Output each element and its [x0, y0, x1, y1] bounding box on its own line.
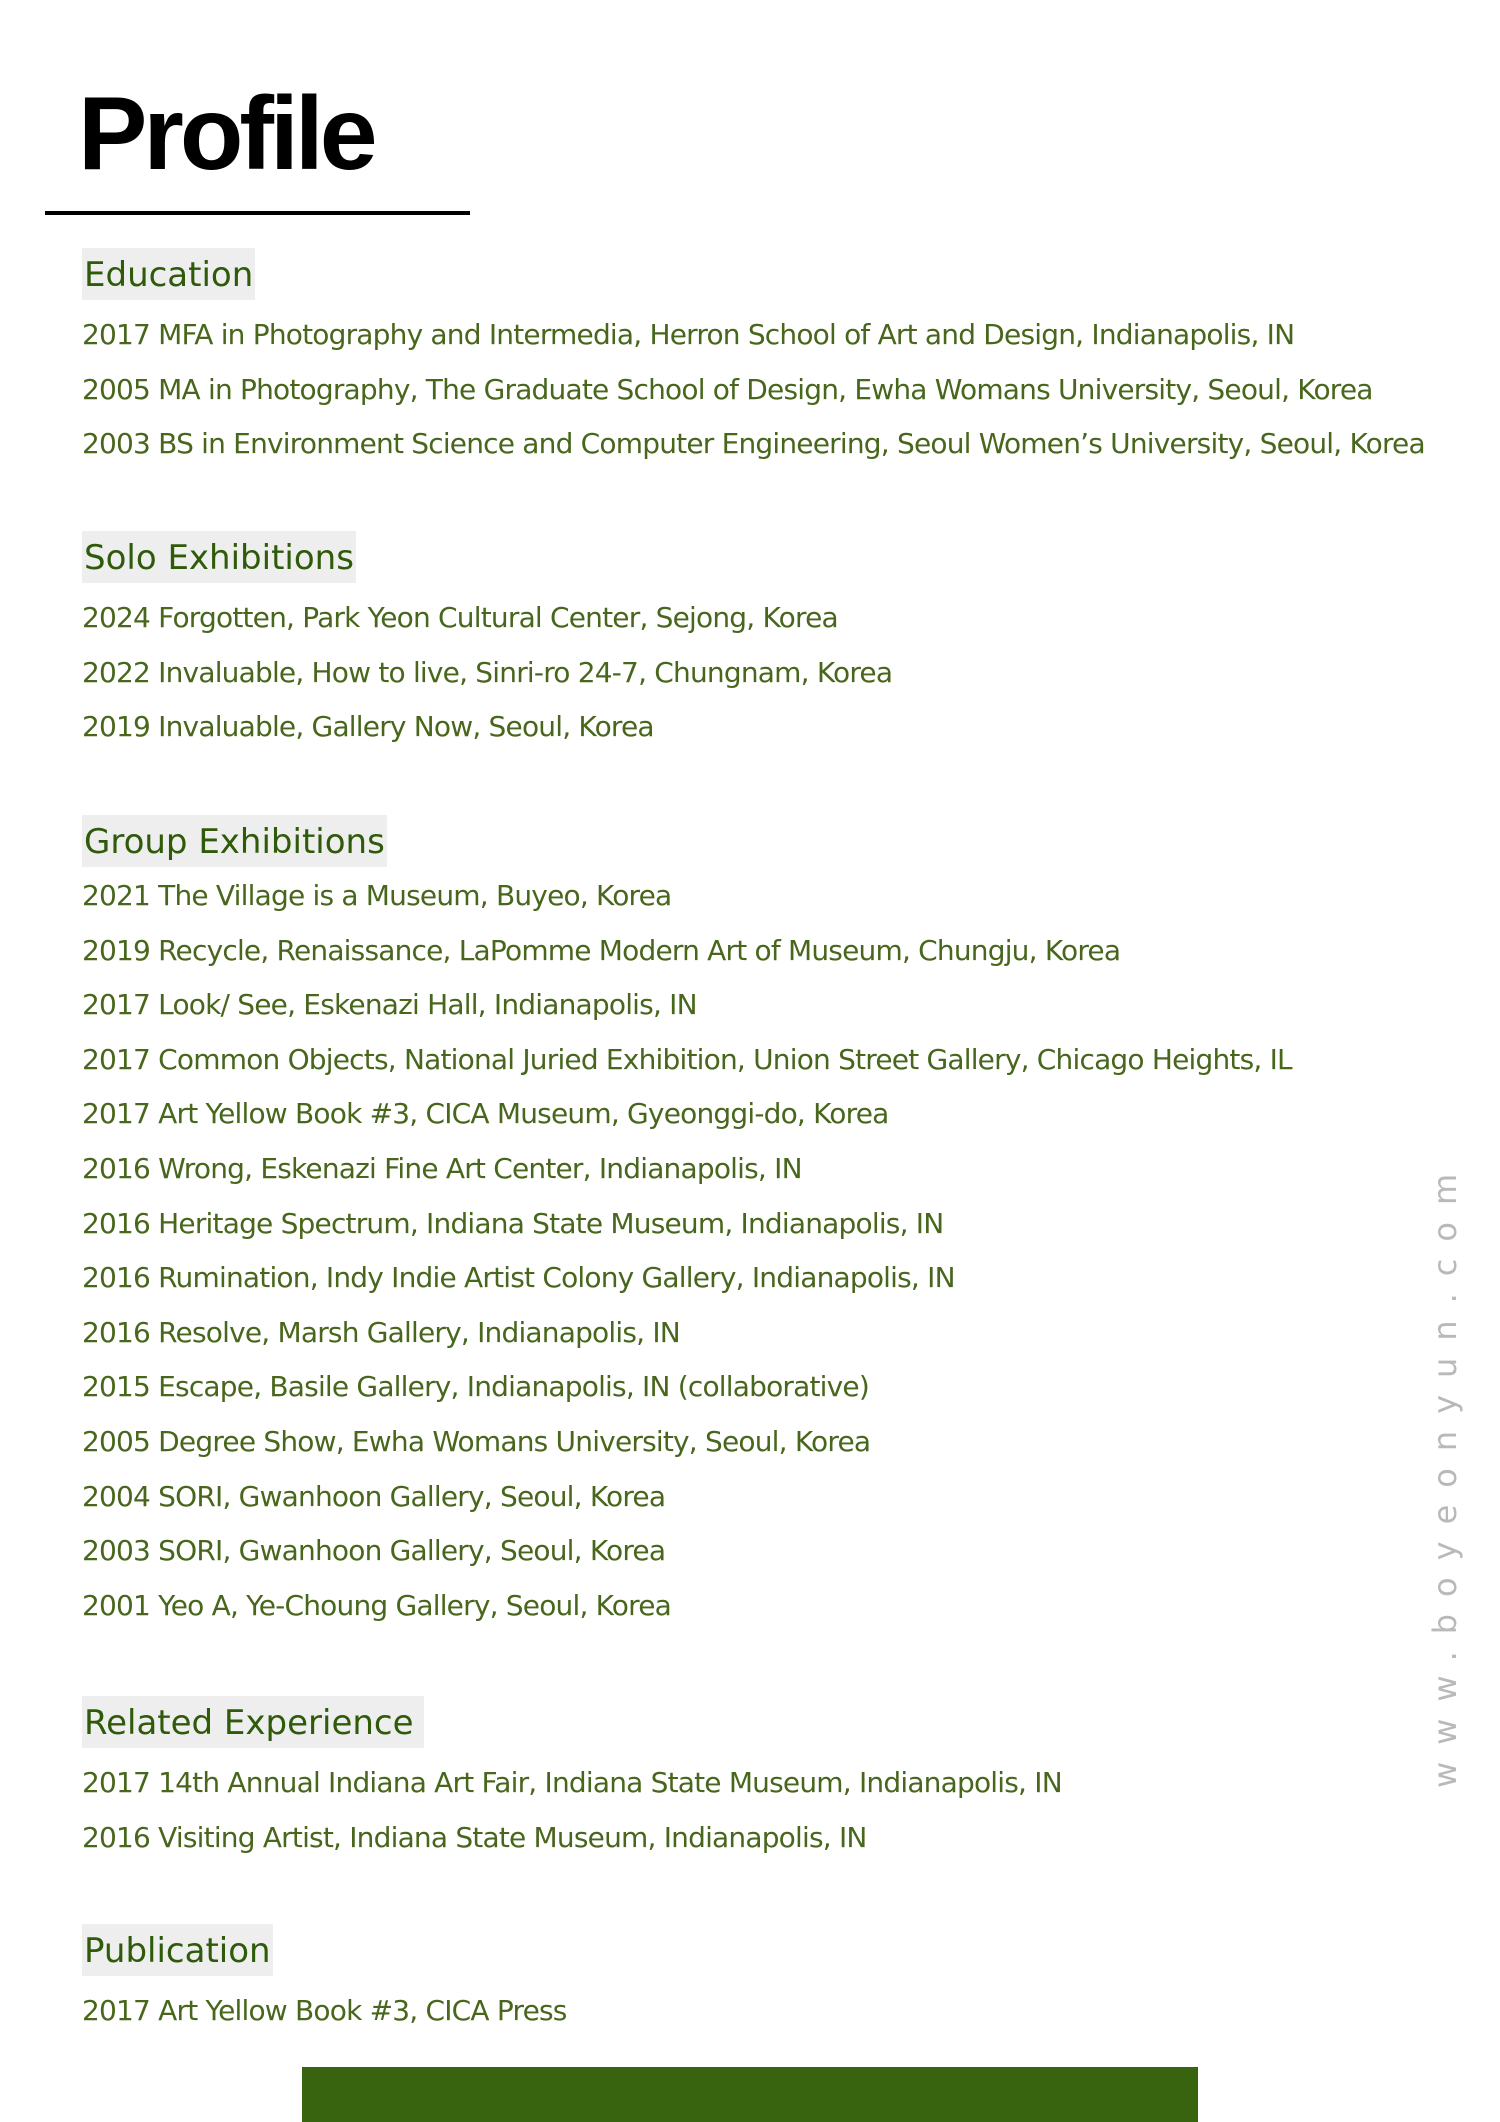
education-item: 2017 MFA in Photography and Intermedia, Herron School of Art and Design, Indianapolis, IN	[82, 318, 1295, 351]
group-exhibition-item: 2016 Rumination, Indy Indie Artist Colony Gallery, Indianapolis, IN	[82, 1261, 955, 1295]
related-experience-item: 2016 Visiting Artist, Indiana State Museum, Indianapolis, IN	[82, 1820, 867, 1854]
solo-exhibition-item: 2019 Invaluable, Gallery Now, Seoul, Korea	[82, 710, 654, 744]
group-exhibition-item: 2016 Resolve, Marsh Gallery, Indianapolis, IN	[82, 1315, 680, 1349]
group-exhibition-item: 2019 Recycle, Renaissance, LaPomme Modern Art of Museum, Chungju, Korea	[82, 933, 1121, 967]
solo-exhibition-item: 2024 Forgotten, Park Yeon Cultural Center, Sejong, Korea	[82, 601, 838, 634]
solo-exhibitions-section	[82, 531, 892, 755]
solo-exhibitions-heading: Solo Exhibitions	[82, 531, 356, 583]
education-section	[82, 248, 1425, 472]
group-exhibition-item: 2016 Heritage Spectrum, Indiana State Museum, Indianapolis, IN	[82, 1206, 944, 1240]
solo-exhibition-item: 2022 Invaluable, How to live, Sinri-ro 24-7, Chungnam, Korea	[82, 655, 893, 689]
related-experience-section	[82, 1696, 1062, 1865]
group-exhibition-item: 2017 Common Objects, National Juried Exhibition, Union Street Gallery, Chicago Heights, IL	[82, 1042, 1292, 1076]
group-exhibition-item: 2001 Yeo A, Ye-Choung Gallery, Seoul, Korea	[82, 1588, 672, 1622]
related-experience-item: 2017 14th Annual Indiana Art Fair, Indiana State Museum, Indianapolis, IN	[82, 1766, 1062, 1799]
publication-item: 2017 Art Yellow Book #3, CICA Press	[82, 1994, 567, 2027]
group-exhibition-item: 2016 Wrong, Eskenazi Fine Art Center, Indianapolis, IN	[82, 1151, 802, 1185]
page-title: Profile	[78, 76, 374, 192]
group-exhibitions-heading: Group Exhibitions	[82, 815, 387, 867]
education-item: 2003 BS in Environment Science and Computer Engineering, Seoul Women’s University, Seoul, Korea	[82, 427, 1425, 461]
group-exhibitions-section	[82, 815, 1292, 1633]
website-watermark: www.boyeonyun.com	[1426, 1156, 1464, 1788]
publication-section	[82, 1924, 567, 2039]
education-item: 2005 MA in Photography, The Graduate School of Design, Ewha Womans University, Seoul, Korea	[82, 372, 1373, 406]
group-exhibition-item: 2017 Look/ See, Eskenazi Hall, Indianapolis, IN	[82, 988, 697, 1022]
education-heading: Education	[82, 248, 255, 300]
related-experience-heading: Related Experience	[82, 1696, 424, 1748]
group-exhibition-item: 2021 The Village is a Museum, Buyeo, Korea	[82, 879, 672, 912]
footer-bar	[302, 2067, 1198, 2122]
group-exhibition-item: 2017 Art Yellow Book #3, CICA Museum, Gyeonggi-do, Korea	[82, 1097, 889, 1131]
publication-heading: Publication	[82, 1924, 273, 1976]
group-exhibition-item: 2003 SORI, Gwanhoon Gallery, Seoul, Korea	[82, 1534, 666, 1568]
group-exhibition-item: 2004 SORI, Gwanhoon Gallery, Seoul, Korea	[82, 1479, 666, 1513]
group-exhibition-item: 2005 Degree Show, Ewha Womans University, Seoul, Korea	[82, 1424, 871, 1458]
title-underline	[45, 211, 470, 215]
group-exhibition-item: 2015 Escape, Basile Gallery, Indianapolis, IN (collaborative)	[82, 1370, 869, 1404]
